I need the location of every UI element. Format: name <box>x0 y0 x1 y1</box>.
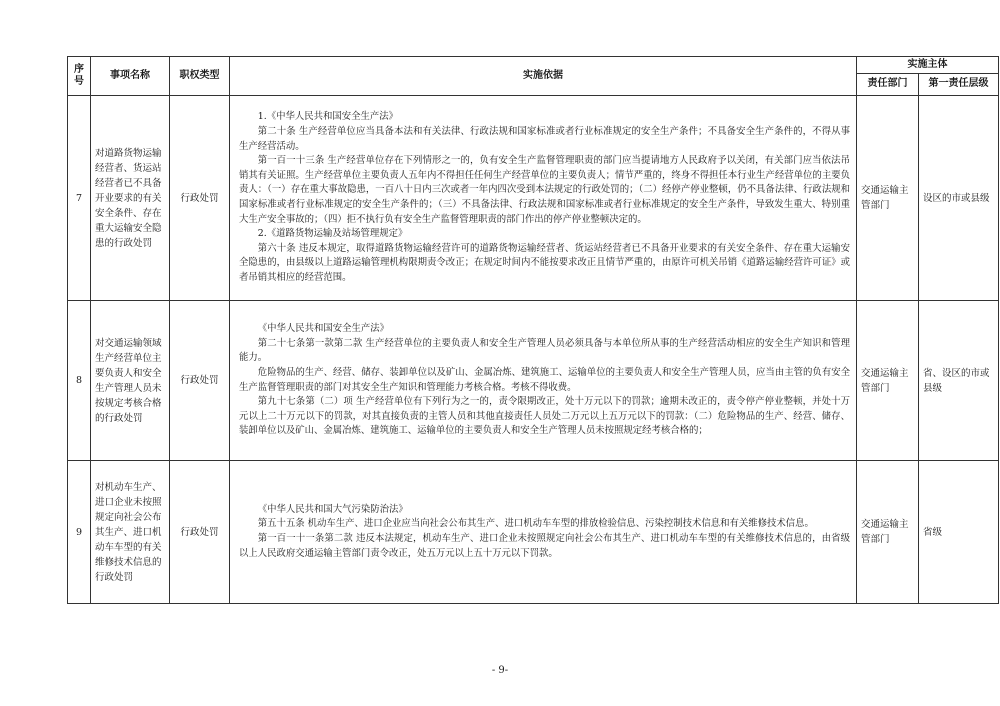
basis-paragraph: 第五十五条 机动车生产、进口企业应当向社会公布其生产、进口机动车车型的排放检验信息、污染控制技术信息和有关维修技术信息。 <box>257 518 814 530</box>
row-seq: 8 <box>68 301 91 461</box>
regulation-table <box>67 56 999 604</box>
header-power-type: 职权类型 <box>170 57 230 96</box>
basis-paragraph: 第二十七条第一款第二款 生产经营单位的主要负责人和安全生产管理人员必须具备与本单位所从事的生产经营活动相应的安全生产知识和管理能力。 <box>239 337 850 364</box>
basis-paragraph: 《中华人民共和国大气污染防治法》 <box>257 503 408 515</box>
basis-paragraph: 2.《道路货物运输及站场管理规定》 <box>257 228 408 240</box>
row-item-name: 对机动车生产、进口企业未按照规定向社会公布其生产、进口机动车车型的有关维修技术信息的行政处罚 <box>91 461 170 604</box>
header-item-name: 事项名称 <box>91 57 170 96</box>
header-level: 第一责任层级 <box>919 73 999 95</box>
basis-paragraph: 危险物品的生产、经营、储存、装卸单位以及矿山、金属冶炼、建筑施工、运输单位的主要负责人和安全生产管理人员，应当由主管的负有安全生产监督管理职责的部门对其安全生产知识和管理能力考核合格。考核不得收费。 <box>239 366 850 393</box>
row-level: 省、设区的市或县级 <box>919 301 999 461</box>
row-level: 省级 <box>919 461 999 604</box>
header-seq: 序 号 <box>68 57 91 96</box>
table-row <box>68 96 999 301</box>
row-basis <box>230 96 857 301</box>
row-item-name: 对交通运输领域生产经营单位主要负责人和安全生产管理人员未按规定考核合格的行政处罚 <box>91 301 170 461</box>
basis-paragraph: 第二十条 生产经营单位应当具备本法和有关法律、行政法规和国家标准或者行业标准规定的安全生产条件；不具备安全生产条件的，不得从事生产经营活动。 <box>239 126 850 152</box>
row-dept: 交通运输主管部门 <box>857 96 919 301</box>
basis-paragraph: 第六十条 违反本规定，取得道路货物运输经营许可的道路货物运输经营者、货运站经营者已不具备开业要求的有关安全条件、存在重大运输安全隐患的，由县级以上道路运输管理机构限期责令改正；在规定时间内不能按要求改正且情节严重的，由原许可机关吊销《道路运输经营许可证》或者吊销其相应的经营范围。 <box>239 242 850 283</box>
basis-paragraph: 第九十七条第（二）项 生产经营单位有下列行为之一的，责令限期改正，处十万元以下的罚款；逾期未改正的，责令停产停业整顿，并处十万元以上二十万元以下的罚款，对其直接负责的主管人员和其他直接责任人员处二万元以上五万元以下的罚款：（二）危险物品的生产、经营、储存、装卸单位以及矿山、金属冶炼、建筑施工、运输单位的主要负责人和安全生产管理人员未按照规定经考核合格的； <box>239 396 850 437</box>
row-power-type: 行政处罚 <box>170 96 230 301</box>
header-basis: 实施依据 <box>230 57 857 96</box>
basis-paragraph: 《中华人民共和国安全生产法》 <box>257 323 390 335</box>
header-subject: 实施主体 <box>857 57 999 74</box>
row-basis <box>230 461 857 604</box>
table-row <box>68 461 999 604</box>
header-dept: 责任部门 <box>857 73 919 95</box>
basis-paragraph: 第一百一十一条第二款 违反本法规定，机动车生产、进口企业未按照规定向社会公布其生产、进口机动车车型的有关维修技术信息的，由省级以上人民政府交通运输主管部门责令改正，处五万元以上五十万元以下罚款。 <box>239 533 850 559</box>
row-item-name: 对道路货物运输经营者、货运站经营者已不具备开业要求的有关安全条件、存在重大运输安全隐患的行政处罚 <box>91 96 170 301</box>
row-power-type: 行政处罚 <box>170 461 230 604</box>
basis-paragraph: 1.《中华人民共和国安全生产法》 <box>257 111 398 123</box>
row-dept: 交通运输主管部门 <box>857 461 919 604</box>
row-dept: 交通运输主管部门 <box>857 301 919 461</box>
basis-paragraph: 第一百一十三条 生产经营单位存在下列情形之一的，负有安全生产监督管理职责的部门应当提请地方人民政府予以关闭，有关部门应当依法吊销其有关证照。生产经营单位主要负责人五年内不得担任任何生产经营单位的主要负责人；情节严重的，终身不得担任本行业生产经营单位的主要负责人：（一）存在重大事故隐患，一百八十日内三次或者一年内四次受到本法规定的行政处罚的；（二）经停产停业整顿，仍不具备法律、行政法规和国家标准或者行业标准规定的安全生产条件的；（三）不具备法律、行政法规和国家标准或者行业标准规定的安全生产条件，导致发生重大、特别重大生产安全事故的；（四）拒不执行负有安全生产监督管理职责的部门作出的停产停业整顿决定的。 <box>239 155 850 225</box>
table-row <box>68 301 999 461</box>
row-seq: 9 <box>68 461 91 604</box>
regulation-table-page <box>67 56 990 604</box>
row-level: 设区的市或县级 <box>919 96 999 301</box>
row-basis <box>230 301 857 461</box>
page-number: - 9- <box>491 665 509 676</box>
row-power-type: 行政处罚 <box>170 301 230 461</box>
row-seq: 7 <box>68 96 91 301</box>
